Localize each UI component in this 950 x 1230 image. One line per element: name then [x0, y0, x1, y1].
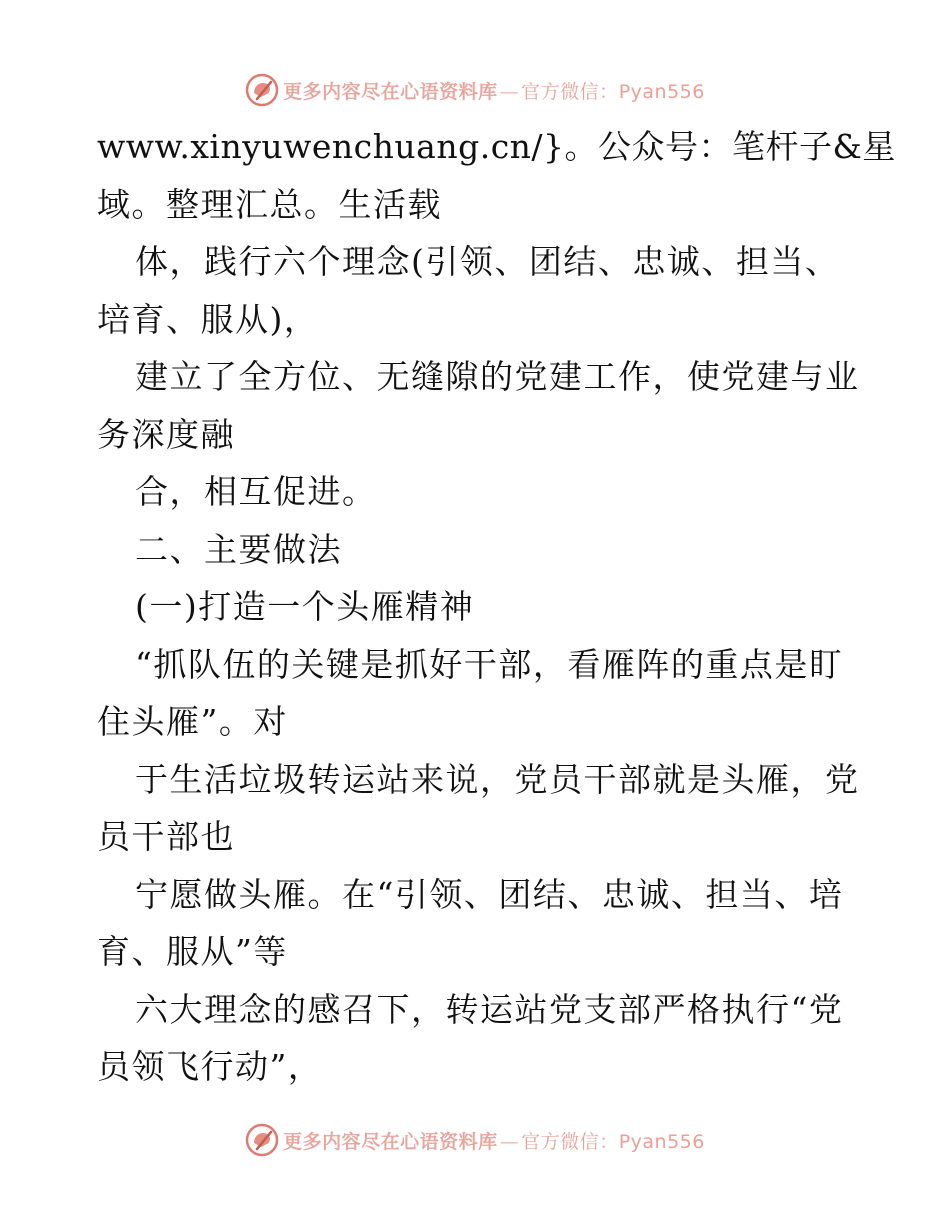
text-line: 建立了全方位、无缝隙的党建工作，使党建与业 [135, 357, 860, 396]
watermark-text [283, 1127, 705, 1154]
watermark-brand: 更多内容尽在心语资料库 [283, 80, 498, 103]
text-line: 六大理念的感召下，转运站党支部严格执行“党 [135, 989, 844, 1029]
watermark-wechat-handle: Pyan556 [618, 1130, 705, 1153]
watermark-separator: — [499, 80, 520, 103]
footer-watermark [0, 1120, 950, 1160]
text-line: www.xinyuwenchuang.cn/}。公众号：笔杆子&星 [97, 127, 896, 166]
text-line: 住头雁”。对 [97, 702, 288, 741]
brain-pen-logo-icon [245, 73, 279, 107]
header-watermark [0, 70, 950, 110]
text-line: 域。整理汇总。生活载 [97, 184, 442, 224]
watermark-wechat-label: 官方微信： [521, 80, 619, 103]
watermark-wechat-label: 官方微信： [521, 1130, 619, 1153]
text-line: 于生活垃圾转运站来说，党员干部就是头雁，党 [135, 759, 860, 799]
text-line: 员干部也 [97, 817, 235, 856]
watermark-separator: — [499, 1130, 520, 1153]
watermark-wechat-handle: Pyan556 [618, 80, 705, 103]
text-line: 合，相互促进。 [135, 472, 377, 511]
brain-pen-logo-icon [245, 1123, 279, 1157]
watermark-text [283, 77, 705, 104]
text-line: 宁愿做头雁。在“引领、团结、忠诚、担当、培 [135, 874, 844, 914]
text-line: 员领飞行动”， [97, 1047, 323, 1086]
text-line: 务深度融 [97, 414, 235, 454]
section-heading: 二、主要做法 [135, 529, 342, 569]
document-body [97, 118, 896, 1096]
text-line: 培育、服从)， [97, 299, 319, 339]
text-line: 体，践行六个理念(引领、团结、忠诚、担当、 [135, 242, 840, 281]
text-line: “抓队伍的关键是抓好干部，看雁阵的重点是盯 [135, 644, 844, 684]
text-line: 育、服从”等 [97, 932, 288, 971]
subsection-heading: (一)打造一个头雁精神 [135, 587, 475, 626]
watermark-brand: 更多内容尽在心语资料库 [283, 1130, 498, 1153]
